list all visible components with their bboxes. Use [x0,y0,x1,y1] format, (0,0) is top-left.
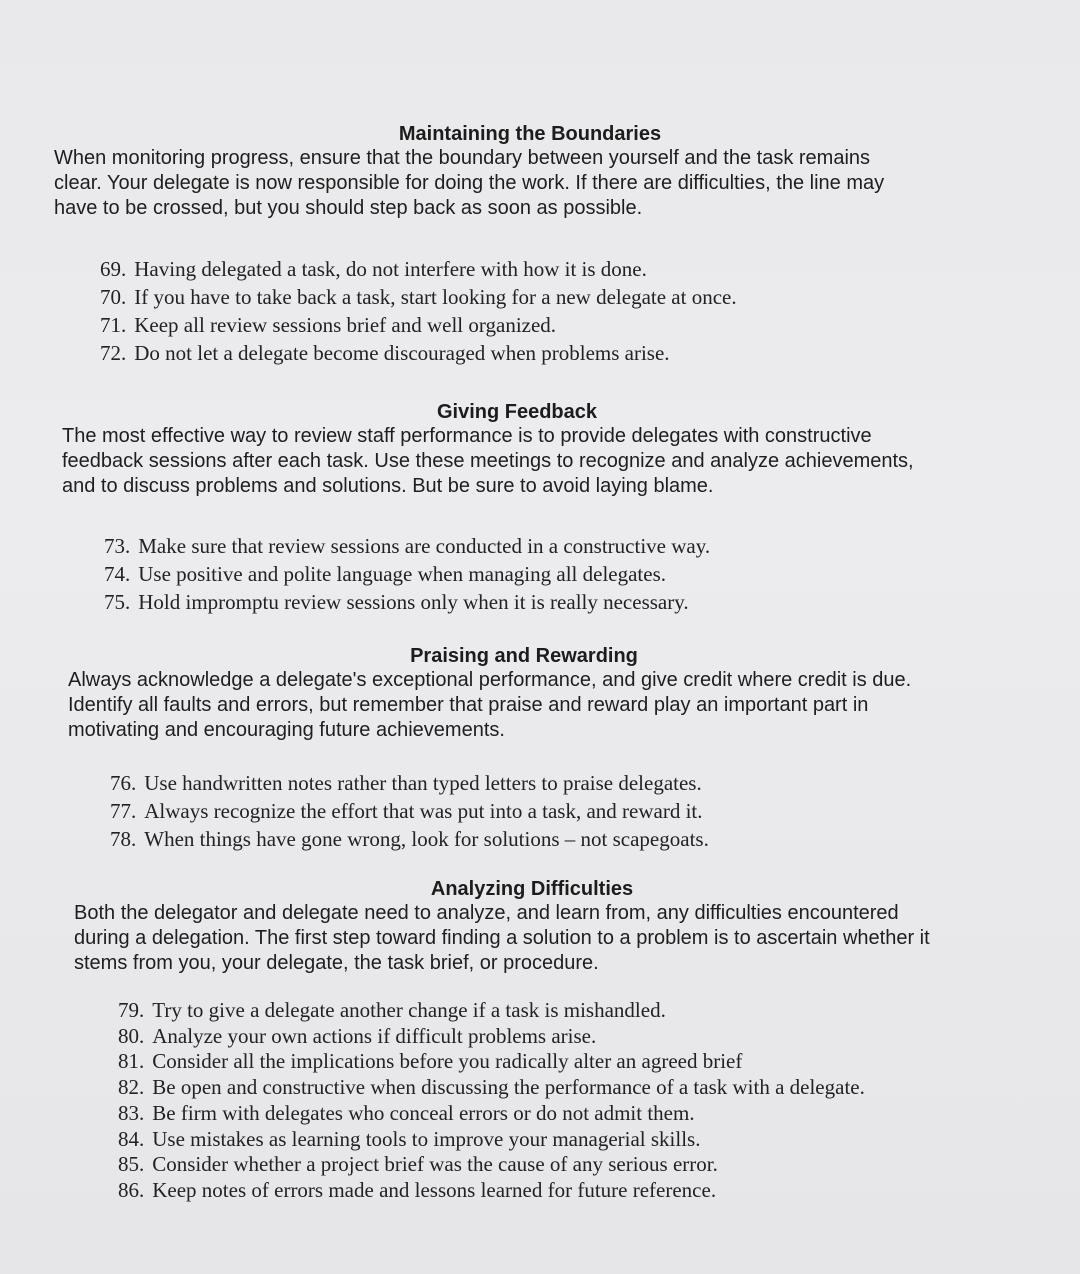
item-number: 78. [110,827,137,851]
list-item [100,339,737,367]
item-text: If you have to take back a task, start looking for a new delegate at once. [134,285,737,309]
paragraph-line: The most effective way to review staff performance is to provide delegates with constructive [62,425,872,447]
list-item [100,311,737,339]
paragraph-line: Both the delegator and delegate need to analyze, and learn from, any difficulties encountered [74,902,899,924]
list-item [118,1075,865,1101]
list-item [104,532,710,560]
item-text: Try to give a delegate another change if a task is mishandled. [152,998,666,1022]
tips-list [104,532,710,616]
paragraph-line: during a delegation. The first step toward finding a solution to a problem is to ascertain whether it [74,927,930,949]
paragraph-line: Always acknowledge a delegate's exceptional performance, and give credit where credit is due. [68,669,912,691]
list-item [104,560,710,588]
item-text: Be open and constructive when discussing the performance of a task with a delegate. [152,1075,865,1100]
section-paragraph [74,901,1034,976]
section-heading: Analyzing Difficulties [430,878,634,900]
item-number: 74. [104,562,131,586]
item-text: When things have gone wrong, look for solutions – not scapegoats. [144,827,709,851]
paragraph-line: When monitoring progress, ensure that the boundary between yourself and the task remains [54,147,871,169]
item-text: Always recognize the effort that was put into a task, and reward it. [144,799,703,823]
list-item [118,998,865,1024]
tips-list [118,998,865,1204]
list-item [110,769,709,797]
item-number: 80. [118,1023,145,1048]
list-item [118,1152,865,1178]
item-number: 84. [118,1126,145,1151]
item-text: Hold impromptu review sessions only when it is really necessary. [138,590,689,614]
paragraph-line: Identify all faults and errors, but remember that praise and reward play an important part in [68,694,869,716]
section-paragraph [62,424,1022,499]
section-giving-feedback [62,400,1022,499]
list-item [110,797,709,825]
item-text: Consider all the implications before you radically alter an agreed brief [152,1049,743,1074]
list-item [118,1178,865,1204]
list-item [118,1127,865,1153]
list-item [100,283,737,311]
section-praising-rewarding [68,644,1028,743]
paragraph-line: motivating and encouraging future achievements. [68,719,505,741]
item-number: 81. [118,1049,145,1074]
list-item [118,1024,865,1050]
item-number: 86. [118,1177,145,1202]
section-maintaining-boundaries [54,122,1014,221]
list-item [110,825,709,853]
tips-list [100,255,737,367]
list-item [100,255,737,283]
item-number: 73. [104,534,131,558]
item-number: 75. [104,590,131,614]
list-item [118,1101,865,1127]
item-number: 82. [118,1075,145,1100]
paragraph-line: have to be crossed, but you should step back as soon as possible. [54,197,643,219]
paragraph-line: stems from you, your delegate, the task brief, or procedure. [74,952,599,974]
paragraph-line: clear. Your delegate is now responsible for doing the work. If there are difficulties, the line may [54,172,885,194]
section-heading: Praising and Rewarding [410,645,638,667]
item-number: 69. [100,257,127,281]
item-number: 71. [100,313,127,337]
item-number: 72. [100,341,127,365]
section-analyzing-difficulties [74,877,1034,976]
list-item [104,588,710,616]
section-paragraph [68,668,1028,743]
item-number: 77. [110,799,137,823]
item-text: Make sure that review sessions are conducted in a constructive way. [138,534,711,558]
paragraph-line: feedback sessions after each task. Use these meetings to recognize and analyze achievements, [62,450,914,472]
item-text: Consider whether a project brief was the cause of any serious error. [152,1152,718,1177]
section-heading: Giving Feedback [436,401,598,423]
section-paragraph [54,146,1014,221]
paragraph-line: and to discuss problems and solutions. But be sure to avoid laying blame. [62,475,714,497]
section-heading: Maintaining the Boundaries [398,123,662,145]
item-text: Use positive and polite language when managing all delegates. [138,562,667,586]
item-text: Keep notes of errors made and lessons learned for future reference. [152,1177,717,1202]
list-item [118,1049,865,1075]
item-number: 76. [110,771,137,795]
item-text: Keep all review sessions brief and well organized. [134,313,557,337]
item-number: 79. [118,998,145,1022]
item-text: Be firm with delegates who conceal errors or do not admit them. [152,1100,695,1125]
item-number: 85. [118,1152,145,1177]
item-text: Use handwritten notes rather than typed letters to praise delegates. [144,771,702,795]
tips-list [110,769,709,853]
item-number: 83. [118,1100,145,1125]
item-text: Analyze your own actions if difficult problems arise. [152,1023,597,1048]
item-text: Use mistakes as learning tools to improve your managerial skills. [152,1126,701,1151]
item-text: Having delegated a task, do not interfere with how it is done. [134,257,647,281]
item-number: 70. [100,285,127,309]
item-text: Do not let a delegate become discouraged when problems arise. [134,341,670,365]
